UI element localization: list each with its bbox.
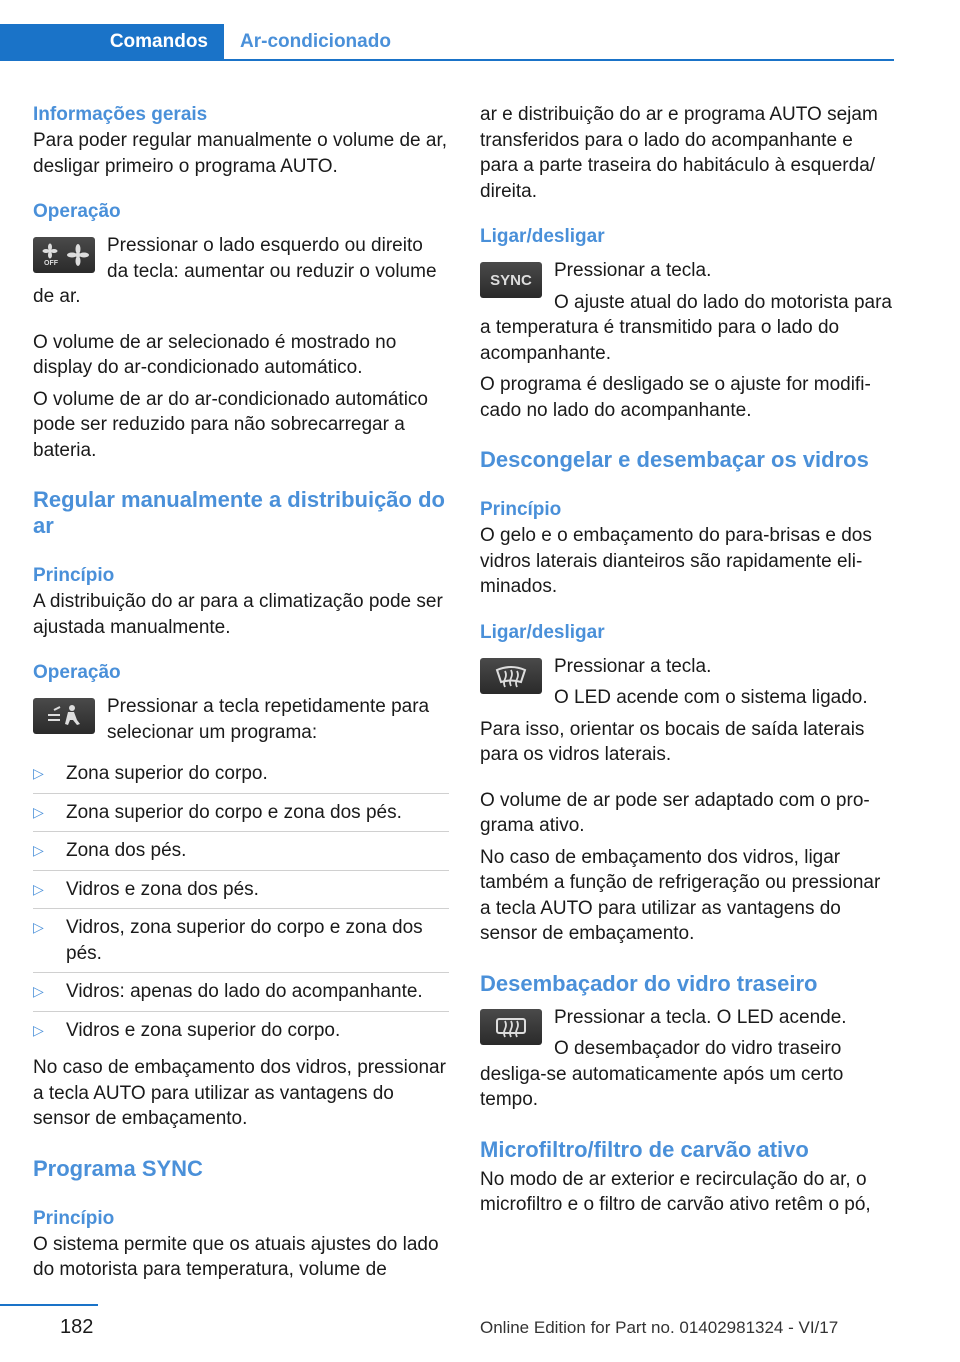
svg-text:OFF: OFF [44, 260, 58, 267]
heading-ligar-desligar: Ligar/desligar [480, 226, 605, 247]
rear-window-defrost-icon [480, 1009, 542, 1045]
heading-desembacador-traseiro: Desembaçador do vidro traseiro [480, 970, 818, 996]
paragraph: A distribuição do ar para a climatização pode ser ajustada manualmente. [33, 591, 443, 638]
triangle-bullet-icon: ▷ [33, 880, 44, 897]
paragraph: O ajuste atual do lado do motorista para a temperatura é transmitido para o lado do acompanhante. [480, 291, 892, 364]
paragraph: O LED acende com o sistema ligado. [554, 687, 868, 708]
paragraph: Pressionar o lado esquerdo ou direito da tecla: aumentar ou reduzir o volume de ar. [33, 235, 437, 307]
paragraph: O programa é desligado se o ajuste for modificado no lado do acompanhante. [480, 374, 871, 421]
air-distribution-key-paragraph [33, 694, 449, 745]
air-distribution-key-icon [33, 698, 95, 734]
list-item: ▷ Zona superior do corpo e zona dos pés. [33, 800, 449, 833]
list-item: ▷ Vidros e zona superior do corpo. [33, 1018, 449, 1050]
heading-informacoes-gerais: Informações gerais [33, 104, 208, 125]
paragraph: No modo de ar exterior e recirculação do ar, o microfiltro e o filtro de carvão ativo retêm o pó, [480, 1168, 871, 1215]
paragraph: O sistema permite que os atuais ajustes do lado do motorista para temperatura, volume de [33, 1233, 439, 1280]
list-item: ▷ Zona superior do corpo. [33, 761, 449, 794]
paragraph: O volume de ar pode ser adaptado com o programa ativo. [480, 789, 870, 836]
triangle-bullet-icon: ▷ [33, 919, 44, 935]
subheading-principio: Princípio [33, 1207, 115, 1229]
footer-divider [0, 1304, 98, 1306]
paragraph: O desembaçador do vidro traseiro desliga-se automaticamente após um certo tempo. [480, 1038, 844, 1110]
right-column [480, 102, 896, 1218]
paragraph: Pressionar a tecla. [554, 260, 712, 281]
triangle-bullet-icon: ▷ [33, 765, 44, 781]
triangle-bullet-icon: ▷ [33, 983, 44, 999]
heading-microfiltro: Microfiltro/filtro de carvão ativo [480, 1136, 809, 1162]
heading-programa-sync: Programa SYNC [33, 1155, 203, 1181]
header-divider [0, 59, 894, 61]
list-item: ▷ Vidros: apenas do lado do acompanhante. [33, 979, 449, 1012]
paragraph: Pressionar a tecla. [554, 655, 712, 677]
paragraph: O volume de ar selecionado é mostrado no display do ar-condicionado automático. [33, 331, 397, 378]
tab-comandos[interactable]: Comandos [0, 24, 224, 60]
fan-key-paragraph [33, 233, 449, 310]
triangle-bullet-icon: ▷ [33, 1021, 44, 1038]
paragraph: O volume de ar do ar-condicionado automático pode ser reduzido para não sobrecarregar a bateria. [33, 388, 429, 461]
paragraph: ar e distribuição do ar e programa AUTO sejam transferidos para o lado do acompanhante e para a parte traseira do habitáculo à esquerda/ direita. [480, 104, 878, 202]
sync-key-paragraph [480, 258, 896, 366]
heading-descongelar: Descongelar e desembaçar os vidros [480, 447, 869, 472]
paragraph: O gelo e o embaçamento do para-brisas e dos vidros laterais dianteiros são rapidamente eliminados. [480, 525, 872, 597]
heading-regular-distribuicao: Regular manualmente a distribuição do ar [33, 487, 445, 538]
windshield-defrost-icon [480, 658, 542, 694]
fan-off-key-icon [33, 237, 95, 273]
list-item: ▷ Vidros e zona dos pés. [33, 877, 449, 910]
triangle-bullet-icon: ▷ [33, 842, 44, 858]
tab-ar-condicionado[interactable]: Ar-condicionado [240, 31, 391, 52]
page-number: 182 [60, 1316, 94, 1338]
header-tabs [0, 24, 894, 60]
subheading-principio: Princípio [33, 565, 115, 586]
subheading-principio: Princípio [480, 499, 562, 520]
sync-key-icon: SYNC [480, 262, 542, 298]
heading-operacao: Operação [33, 201, 121, 222]
triangle-bullet-icon: ▷ [33, 803, 44, 820]
subheading-operacao: Operação [33, 662, 121, 683]
paragraph: Para poder regular manualmente o volume de ar, desligar primeiro o programa AUTO. [33, 130, 448, 177]
rear-defrost-key-paragraph [480, 1005, 896, 1113]
list-item: ▷ Vidros, zona superior do corpo e zona dos pés. [33, 915, 449, 973]
subheading-ligar-desligar: Ligar/desligar [480, 621, 605, 643]
program-list [33, 761, 449, 1049]
list-item: ▷ Zona dos pés. [33, 838, 449, 871]
defrost-key-paragraph [480, 654, 896, 711]
paragraph: No caso de embaçamento dos vidros, ligar também a função de refrigeração ou pressionar a tecla AUTO para utilizar as vantagens do sensor de embaçamento. [480, 846, 881, 944]
paragraph: Pressionar a tecla. O LED acende. [554, 1006, 847, 1028]
edition-text: Online Edition for Part no. 01402981324 - VI/17 [480, 1318, 839, 1337]
left-column [33, 102, 449, 1283]
paragraph: Pressionar a tecla repetidamente para selecionar um programa: [107, 696, 430, 743]
paragraph: No caso de embaçamento dos vidros, pressionar a tecla AUTO para utilizar as vantagens do sensor de embaçamento. [33, 1057, 446, 1129]
paragraph: Para isso, orientar os bocais de saída laterais para os vidros laterais. [480, 718, 865, 765]
